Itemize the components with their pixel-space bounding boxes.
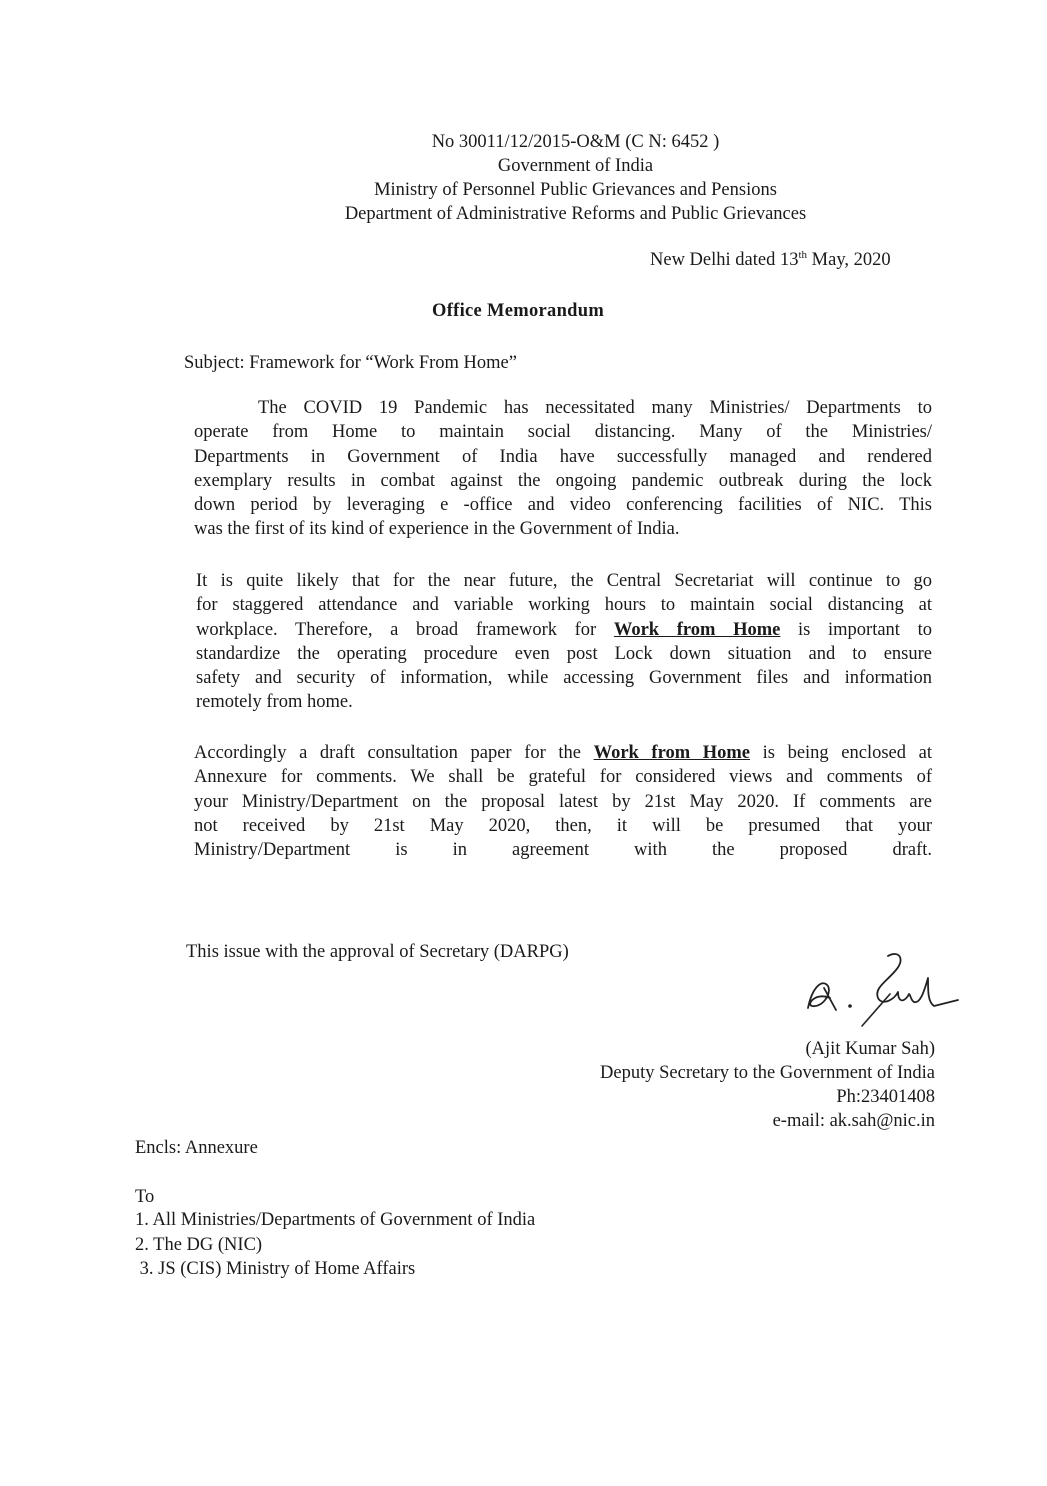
para2-line: It is quite likely that for the near future, the Central Secretariat will continue to go <box>196 571 932 591</box>
recipient-item: 1. All Ministries/Departments of Government of India <box>135 1210 536 1230</box>
enclosure-line: Encls: Annexure <box>135 1138 258 1158</box>
para3-line: Ministry/Department is in agreement with the proposed draft. <box>194 840 932 861</box>
approval-line: This issue with the approval of Secretary (DARPG) <box>186 942 569 962</box>
para1-line: exemplary results in combat against the ongoing pandemic outbreak during the lock <box>194 470 932 491</box>
page-title: Office Memorandum <box>432 301 605 321</box>
para2-line: for staggered attendance and variable working hours to maintain social distancing at <box>196 595 932 616</box>
work-from-home-emphasis: Work from Home <box>613 619 781 640</box>
para2-line: workplace. Therefore, a broad framework for Work from Home is important to <box>196 619 932 640</box>
para1-line: The COVID 19 Pandemic has necessitated many Ministries/ Departments to <box>258 398 932 418</box>
para2-line: safety and security of information, while accessing Government files and information <box>196 668 932 689</box>
work-from-home-emphasis: Work from Home <box>593 743 751 763</box>
para1-line: operate from Home to maintain social distancing. Many of the Ministries/ <box>194 422 932 443</box>
para2-line: remotely from home. <box>196 692 353 713</box>
para1-line: Departments in Government of India have successfully managed and rendered <box>194 446 932 467</box>
para1-line: was the first of its kind of experience in the Government of India. <box>194 519 680 540</box>
para1-line: down period by leveraging e -office and video conferencing facilities of NIC. This <box>194 495 932 516</box>
recipient-item: 2. The DG (NIC) <box>135 1235 263 1255</box>
signatory-phone: Ph:23401408 <box>836 1087 935 1107</box>
signature-graphic <box>802 948 962 1028</box>
ministry-line: Ministry of Personnel Public Grievances and Pensions <box>374 180 777 200</box>
paragraph-2 <box>196 569 932 715</box>
para3-line: Annexure for comments. We shall be grateful for considered views and comments of <box>194 767 932 788</box>
recipient-item: 3. JS (CIS) Ministry of Home Affairs <box>135 1259 416 1279</box>
to-label: To <box>135 1187 155 1207</box>
para3-line: Accordingly a draft consultation paper for the Work from Home is being enclosed at <box>194 743 932 763</box>
signatory-designation: Deputy Secretary to the Government of India <box>600 1063 935 1083</box>
signatory-email: e-mail: ak.sah@nic.in <box>772 1111 935 1131</box>
para2-line: standardize the operating procedure even post Lock down situation and to ensure <box>196 643 932 664</box>
department-line: Department of Administrative Reforms and Public Grievances <box>344 204 807 224</box>
file-number: No 30011/12/2015-O&M (C N: 6452 ) <box>431 132 720 152</box>
paragraph-1 <box>194 396 932 542</box>
para3-line: not received by 21st May 2020, then, it will be presumed that your <box>194 815 932 836</box>
para3-line: your Ministry/Department on the proposal latest by 21st May 2020. If comments are <box>194 791 932 812</box>
govt-line: Government of India <box>497 156 654 176</box>
paragraph-3 <box>194 741 932 862</box>
date-line: New Delhi dated 13th May, 2020 <box>650 249 891 270</box>
subject-line: Subject: Framework for “Work From Home” <box>184 353 517 373</box>
signatory-name: (Ajit Kumar Sah) <box>805 1039 935 1059</box>
